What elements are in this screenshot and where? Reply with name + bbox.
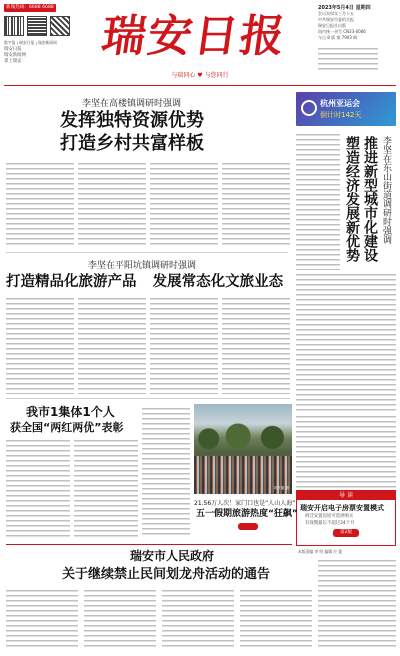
a2-body-col-3	[150, 298, 218, 394]
date-info	[318, 4, 396, 41]
banner-title: 杭州亚运会	[320, 99, 360, 108]
guide-editor-line: 本版责编 李 明 编辑 应 俊	[298, 549, 343, 554]
side-vertical-headline-2: 塑造经济发展新优势	[344, 136, 360, 262]
a2-body-col-2	[78, 298, 146, 394]
a5-body-col-1	[6, 590, 78, 650]
a1-body-col-3	[150, 163, 218, 247]
banner-sub: 倒计时142天	[320, 111, 362, 119]
qr-code-3[interactable]	[50, 16, 70, 36]
masthead-slogan	[140, 70, 260, 79]
left-link-1[interactable]: 瑞安日报	[4, 47, 22, 52]
lunar-date: 农历癸卯年三月十五	[318, 11, 354, 16]
left-link-2[interactable]: 瑞安新闻网	[4, 53, 26, 58]
a5-top-rule	[6, 544, 292, 545]
a1-body-col-2	[78, 163, 146, 247]
photo-trees	[194, 422, 292, 450]
masthead-title: 瑞安日报	[98, 11, 290, 62]
photo-tag: 刘开通 摄	[273, 486, 289, 490]
side-vertical-headline-1: 推进新型城市化建设	[362, 136, 378, 262]
a5-body-col-4	[240, 590, 312, 650]
a2-body-col-4	[222, 298, 290, 394]
issue-line-1: 中共瑞安市委机关报	[318, 17, 354, 22]
a1-body-col-4	[222, 163, 290, 247]
guide-label: 导 读	[297, 491, 395, 500]
a2-kicker: 李坚在平阳坑镇调研时强调	[88, 261, 197, 271]
issue-line-4	[318, 35, 396, 41]
side-body-bottom-2	[296, 416, 396, 488]
masthead-divider	[4, 85, 396, 86]
asian-games-banner[interactable]	[296, 92, 396, 126]
guide-headline: 瑞安开启电子房票安置模式	[300, 504, 384, 512]
masthead	[0, 0, 400, 92]
a5-headline-1: 瑞安市人民政府	[130, 549, 215, 563]
left-link-3[interactable]: 掌上瑞安	[4, 59, 22, 64]
qr-code-1[interactable]	[4, 16, 24, 36]
side-body-top	[296, 134, 340, 270]
a2-headline	[6, 272, 283, 292]
slogan-heart-icon: ♥	[197, 72, 203, 79]
a1-headline-1: 发挥独特资源优势	[60, 110, 204, 131]
issue-line-3: 国内统一刊号 CN33-0086	[318, 29, 366, 34]
a3-headline-1: 我市1集体1个人	[26, 405, 115, 419]
issue-number: 第 7903 期	[336, 35, 358, 40]
a1-body-col-1	[6, 163, 74, 247]
a3-body-col-1	[6, 440, 70, 538]
a4-page-ref	[238, 523, 258, 530]
qr-code-2[interactable]	[27, 16, 47, 36]
a1-headline-2: 打造乡村共富样板	[60, 133, 204, 154]
a2-body-col-1	[6, 298, 74, 394]
slogan-1: 与瑞同心	[171, 72, 196, 79]
a2-bottom-rule	[6, 398, 290, 399]
a5-body-col-2	[84, 590, 156, 650]
guide-page-ref: 第2版	[333, 529, 359, 537]
a5-body-col-3	[162, 590, 234, 650]
masthead-right-barcode	[318, 48, 378, 70]
issue-pages: 今日 8 版	[318, 35, 336, 40]
a1-bottom-rule	[6, 252, 288, 253]
a4-caption-1: 21.56万人次！家门口也是“人山人海”	[194, 500, 296, 507]
qr-caption: 数字报 | 瑞安日报 | 瑞安新闻网	[4, 40, 57, 45]
guide-sub-1: 拆迁安置房屋可选择购买	[305, 514, 354, 519]
a2-headline-2: 发展常态化文旅业态	[152, 274, 284, 290]
a4-caption-2: 五一假期旅游热度“狂飙”	[196, 509, 298, 519]
guide-sub-2: 有效期最长不超过24个月	[305, 521, 355, 526]
guide-box[interactable]	[296, 490, 396, 546]
issue-date: 2023年5月4日 星期四	[318, 5, 371, 11]
a5-headline-2: 关于继续禁止民间划龙舟活动的通告	[62, 567, 271, 582]
side-body-bottom-1	[296, 274, 396, 412]
side-vertical-kicker: 李坚在东山街道调研时强调	[381, 136, 391, 244]
a2-headline-1: 打造精品化旅游产品	[6, 274, 137, 290]
a5-body-col-5	[318, 560, 396, 650]
left-small-links	[4, 47, 74, 65]
a3-body-col-3	[142, 408, 190, 538]
hotline-badge	[4, 4, 56, 12]
a3-headline-2: 获全国“两红两优”表彰	[10, 421, 124, 434]
hotline-text: 新闻热线：6688 6688	[6, 5, 54, 10]
slogan-2: 与您同行	[204, 72, 229, 79]
banner-logo-icon	[301, 100, 317, 116]
issue-line-2: 瑞安日报社出版	[318, 23, 346, 28]
a3-body-col-2	[74, 440, 138, 538]
a1-kicker: 李坚在高楼镇调研时强调	[82, 99, 182, 109]
a4-photo[interactable]	[194, 404, 292, 494]
